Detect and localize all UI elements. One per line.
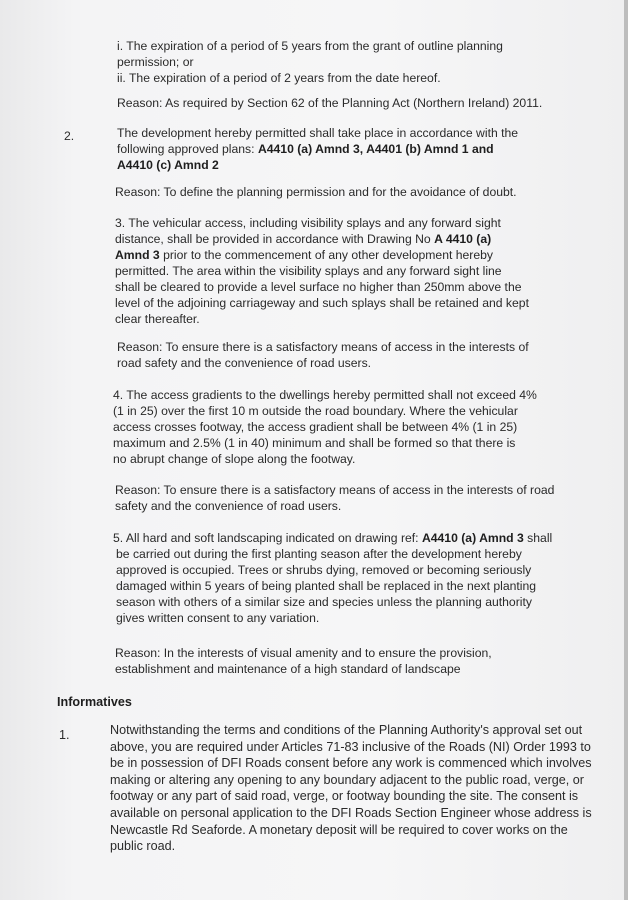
page-edge <box>624 0 628 900</box>
text-line: establishment and maintenance of a high standard of landscape <box>115 662 461 676</box>
text-line: above, you are required under Articles 71-83 inclusive of the Roads (NI) Order 1993 to <box>110 739 591 754</box>
expiration-options <box>117 38 503 86</box>
text-line: permitted. The area within the visibility splays and any forward sight line <box>115 264 502 278</box>
text-line: Newcastle Rd Seaforde. A monetary deposit will be required to cover works on the <box>110 822 568 837</box>
plan-references: A4410 (a) Amnd 3, A4401 (b) Amnd 1 and <box>257 142 494 156</box>
text-line: approved is occupied. Trees or shrubs dying, removed or becoming seriously <box>116 563 532 577</box>
drawing-reference: A 4410 (a) <box>434 232 492 246</box>
text-line: Reason: In the interests of visual amenity and to ensure the provision, <box>115 646 492 660</box>
text-line: Reason: To ensure there is a satisfactory means of access in the interests of <box>117 340 529 354</box>
text-line: season with others of a similar size and species unless the planning authority <box>116 595 532 609</box>
text-line: Reason: To ensure there is a satisfactory means of access in the interests of road <box>115 483 555 497</box>
text-line: road safety and the convenience of road users. <box>117 356 372 370</box>
text-line: distance, shall be provided in accordance with Drawing No A 4410 (a) <box>115 232 492 246</box>
text-line: available on personal application to the DFI Roads Section Engineer whose address is <box>110 805 592 820</box>
text-line: shall be cleared to provide a level surface no higher than 250mm above the <box>115 280 522 294</box>
text-line: Notwithstanding the terms and conditions of the Planning Authority's approval set out <box>110 723 583 737</box>
text-line: ii. The expiration of a period of 2 years from the date hereof. <box>117 71 441 85</box>
text-line: 4. The access gradients to the dwellings hereby permitted shall not exceed 4% <box>113 388 537 402</box>
text-line: Reason: To define the planning permission and for the avoidance of doubt. <box>115 185 517 199</box>
text-line: no abrupt change of slope along the footway. <box>113 452 356 466</box>
informatives-heading: Informatives <box>57 695 132 709</box>
informative-number: 1. <box>59 728 70 742</box>
text-line <box>117 157 518 173</box>
text-line: 3. The vehicular access, including visibility splays and any forward sight <box>115 216 501 230</box>
text-line: damaged within 5 years of being planted shall be replaced in the next planting <box>116 579 537 593</box>
text-line: Reason: As required by Section 62 of the Planning Act (Northern Ireland) 2011. <box>117 96 543 110</box>
text-line: clear thereafter. <box>115 312 200 326</box>
condition-4 <box>113 387 537 467</box>
text-line: following approved plans: A4410 (a) Amnd 3, A4401 (b) Amnd 1 and <box>117 142 494 156</box>
text-line: maximum and 2.5% (1 in 40) minimum and shall be formed so that there is <box>113 436 516 450</box>
text-line: public road. <box>110 839 176 854</box>
text-line: safety and the convenience of road users. <box>115 499 342 513</box>
informative-1 <box>110 722 592 855</box>
reason-4 <box>115 482 554 514</box>
reason-3 <box>117 339 529 371</box>
text-line: access crosses footway, the access gradient shall be between 4% (1 in 25) <box>113 420 518 434</box>
text-line: be in possession of DFI Roads consent before any work is commenced which involves <box>110 756 592 771</box>
reason-1 <box>117 95 542 111</box>
drawing-reference: A4410 (a) Amnd 3 <box>421 531 524 545</box>
text-line: i. The expiration of a period of 5 years from the grant of outline planning <box>117 39 503 53</box>
condition-2 <box>117 125 518 173</box>
condition-5 <box>113 530 552 626</box>
text-line: gives written consent to any variation. <box>116 611 320 625</box>
drawing-reference: Amnd 3 <box>115 248 160 262</box>
text-line: footway or any part of said road, verge, or footway bounding the site. The consent is <box>110 789 579 804</box>
text-line: Amnd 3 prior to the commencement of any other development hereby <box>115 248 494 262</box>
reason-5 <box>115 645 492 677</box>
condition-3 <box>115 215 529 327</box>
text-line: making or altering any opening to any boundary adjacent to the public road, verge, or <box>110 772 584 787</box>
text-line: The development hereby permitted shall take place in accordance with the <box>117 126 519 140</box>
condition-number: 2. <box>64 129 75 143</box>
reason-2 <box>115 184 517 200</box>
plan-references: A4410 (c) Amnd 2 <box>117 158 219 172</box>
text-line: level of the adjoining carriageway and such splays shall be retained and kept <box>115 296 529 310</box>
text-line: permission; or <box>117 55 194 69</box>
text-line: 5. All hard and soft landscaping indicated on drawing ref: A4410 (a) Amnd 3 shall <box>113 531 553 545</box>
text-line: (1 in 25) over the first 10 m outside the road boundary. Where the vehicular <box>113 404 518 418</box>
text-line: be carried out during the first planting season after the development hereby <box>116 547 522 561</box>
